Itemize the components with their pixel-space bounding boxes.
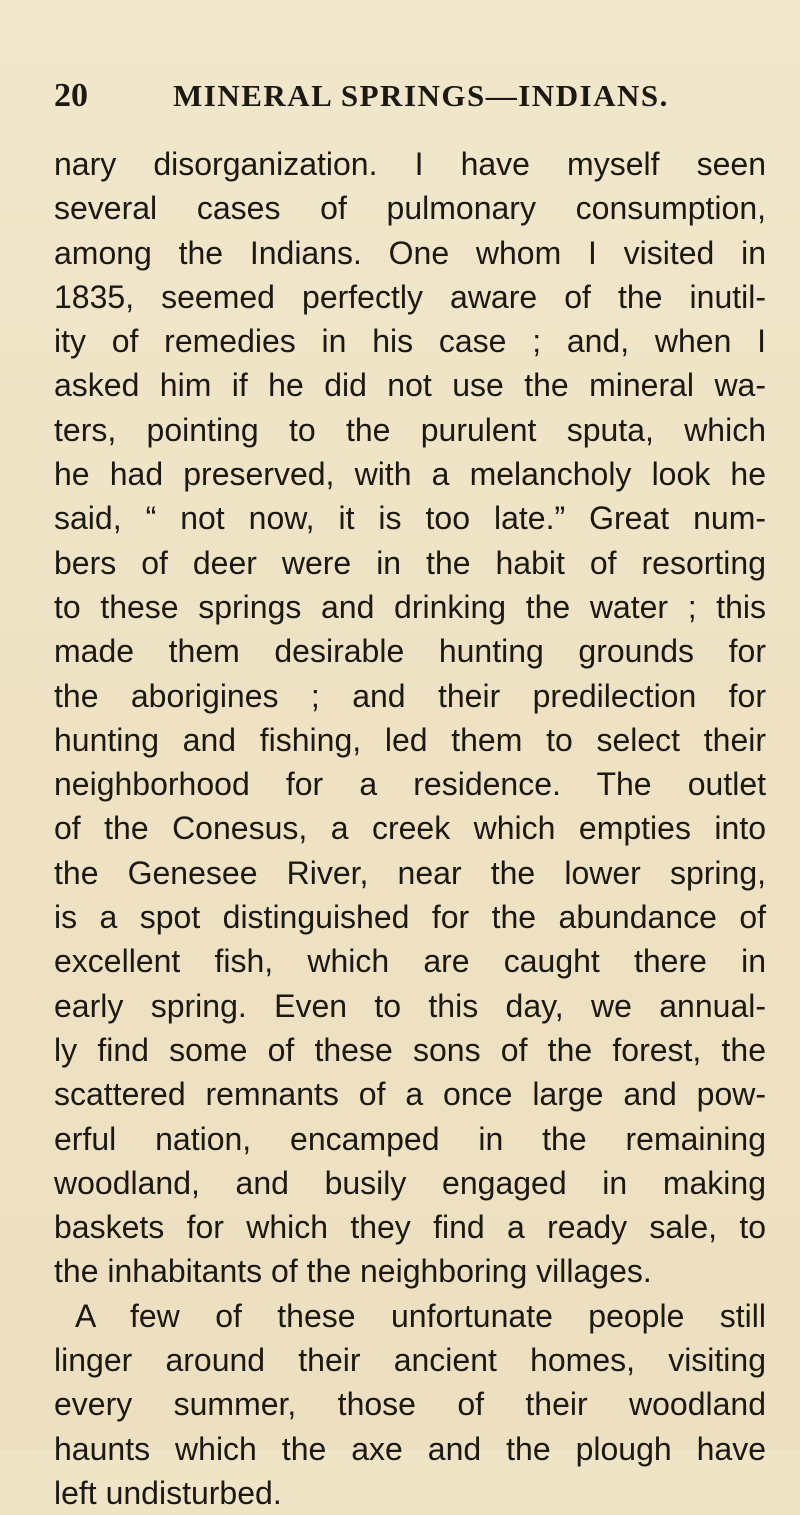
text-line: hunting and fishing, led them to select their (54, 721, 766, 758)
text-line: he had preserved, with a melancholy look he (54, 456, 766, 493)
text-line: bers of deer were in the habit of resorting (54, 544, 766, 581)
body-text (54, 142, 766, 1515)
text-line: among the Indians. One whom I visited in (54, 234, 766, 271)
text-line: ly find some of these sons of the forest, the (54, 1031, 766, 1068)
text-line: ity of remedies in his case ; and, when I (54, 323, 766, 360)
text-line: said, “ not now, it is too late.” Great num- (54, 500, 766, 537)
text-line: linger around their ancient homes, visiting (54, 1342, 766, 1379)
text-line: every summer, those of their woodland (54, 1386, 766, 1423)
text-line: the aborigines ; and their predilection for (54, 677, 766, 714)
text-line: excellent fish, which are caught there in (54, 943, 766, 980)
text-line: of the Conesus, a creek which empties into (54, 810, 766, 847)
text-line: scattered remnants of a once large and pow- (54, 1076, 766, 1113)
text-line: baskets for which they find a ready sale, to (54, 1209, 766, 1246)
text-line: nary disorganization. I have myself seen (54, 146, 766, 182)
text-line: made them desirable hunting grounds for (54, 633, 766, 670)
text-line: to these springs and drinking the water ; this (54, 588, 766, 625)
text-line: ters, pointing to the purulent sputa, which (54, 411, 766, 448)
running-title: MINERAL SPRINGS—INDIANS. (173, 78, 669, 113)
text-line: neighborhood for a residence. The outlet (54, 766, 766, 803)
page-number: 20 (54, 77, 88, 114)
page-header (54, 74, 754, 118)
text-line: the Genesee River, near the lower spring, (54, 854, 766, 891)
paragraph-start-line: A few of these unfortunate people still (75, 1297, 766, 1334)
text-line: asked him if he did not use the mineral wa- (54, 367, 766, 404)
text-line: early spring. Even to this day, we annual- (54, 987, 766, 1024)
text-line: is a spot distinguished for the abundance of (54, 899, 766, 936)
text-line: 1835, seemed perfectly aware of the inutil- (54, 278, 766, 315)
text-line: woodland, and busily engaged in making (54, 1164, 766, 1201)
text-line: haunts which the axe and the plough have (54, 1430, 766, 1467)
text-line: several cases of pulmonary consumption, (54, 190, 766, 227)
text-line: the inhabitants of the neighboring villages. (54, 1253, 652, 1290)
text-line: left undisturbed. (54, 1474, 282, 1511)
text-line: erful nation, encamped in the remaining (54, 1120, 766, 1157)
